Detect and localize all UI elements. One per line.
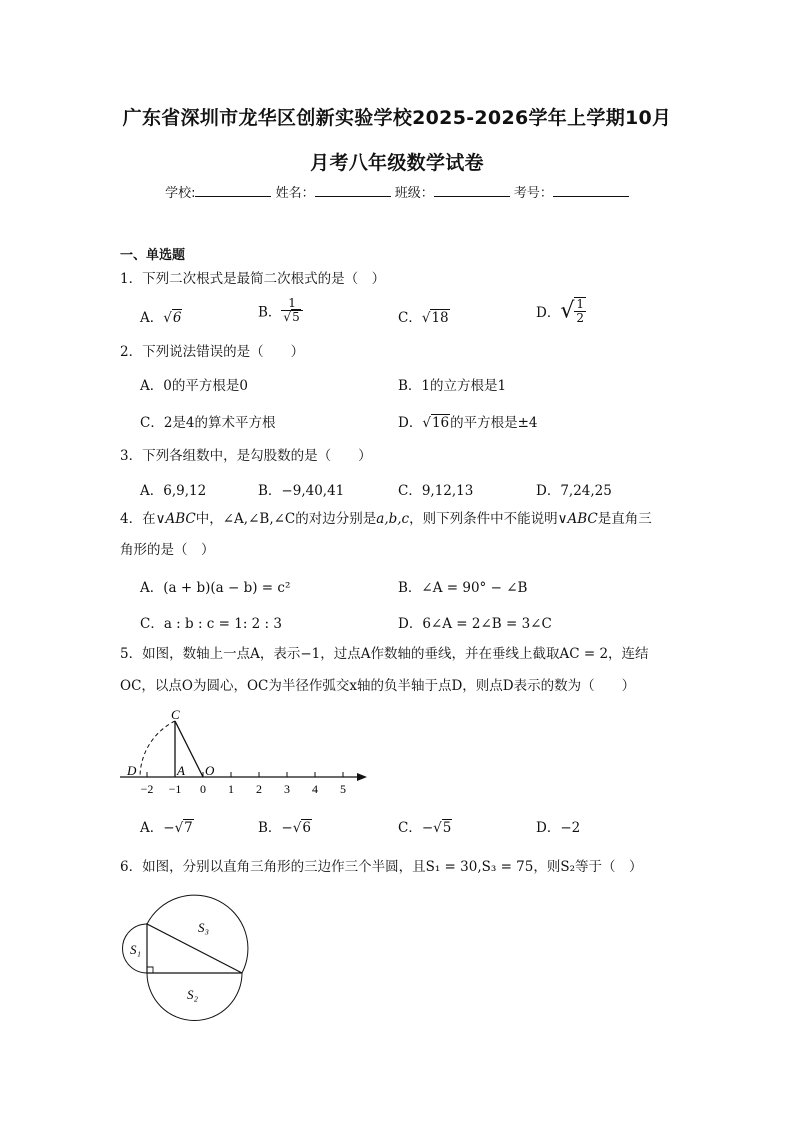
page-title-line2: 月考八年级数学试卷	[310, 152, 484, 174]
name-label: 姓名：	[275, 186, 315, 201]
label-c: C	[171, 707, 180, 722]
q2-option-d: D．√16的平方根是±4	[398, 415, 538, 431]
tick-label: 2	[256, 782, 262, 796]
q4-option-c: C．a : b : c = 1: 2 : 3	[140, 616, 282, 632]
q2-option-b: B．1的立方根是1	[398, 378, 507, 394]
q1-option-b: B． $\frac{1}{√5}$	[258, 297, 303, 324]
tick-label: −2	[140, 782, 154, 796]
page-title-line1: 广东省深圳市龙华区创新实验学校2025-2026学年上学期10月	[122, 107, 672, 129]
label-s1: S₁	[130, 942, 142, 957]
school-blank[interactable]	[195, 184, 271, 197]
q3-option-a: A．6,9,12	[140, 483, 207, 499]
tick-label: 1	[228, 782, 234, 796]
q5-option-b: B．−√6	[258, 820, 311, 836]
number-blank[interactable]	[553, 184, 629, 197]
q4-option-b: B．∠A = 90° − ∠B	[398, 580, 528, 596]
tick-label: 0	[200, 782, 206, 796]
tick-label: 4	[312, 782, 318, 796]
q3-option-d: D．7,24,25	[536, 483, 612, 499]
q4-stem-line2: 角形的是（ ）	[120, 542, 215, 558]
tick-label: −1	[168, 782, 182, 796]
name-blank[interactable]	[315, 184, 391, 197]
q1-stem: 1．下列二次根式是最简二次根式的是（ ）	[120, 271, 386, 287]
axis-arrow	[357, 773, 367, 781]
tick-label: 3	[284, 782, 290, 796]
section-heading: 一、单选题	[120, 248, 186, 263]
q2-option-c: C．2是4的算术平方根	[140, 415, 276, 431]
label-d: D	[127, 763, 137, 778]
q5-option-d: D．−2	[536, 820, 581, 836]
q5-option-a: A．−√7	[140, 820, 193, 836]
student-info-row	[0, 182, 794, 201]
q3-option-c: C．9,12,13	[398, 483, 474, 499]
right-triangle	[147, 924, 242, 973]
q5-number-line-figure	[115, 700, 375, 800]
q3-option-b: B．−9,40,41	[258, 483, 345, 499]
right-angle-mark	[147, 967, 153, 973]
q4-stem-line1: 4．在∨ABC中，∠A,∠B,∠C的对边分别是a,b,c，则下列条件中不能说明∨ABC是直角三	[120, 511, 652, 527]
q2-stem: 2．下列说法错误的是（ ）	[120, 344, 305, 360]
q4-option-d: D．6∠A = 2∠B = 3∠C	[398, 616, 552, 632]
class-label: 班级：	[394, 186, 434, 201]
q2-option-a: A．0的平方根是0	[140, 378, 248, 394]
dashed-arc	[140, 721, 175, 777]
class-blank[interactable]	[434, 184, 510, 197]
label-s2: S₂	[187, 987, 199, 1002]
q5-stem-line2: OC，以点O为圆心，OC为半径作弧交x轴的负半轴于点D，则点D表示的数为（ ）	[120, 678, 636, 694]
q4-option-a: A．(a + b)(a − b) = c²	[140, 580, 291, 596]
q6-stem: 6．如图，分别以直角三角形的三边作三个半圆，且S₁ = 30,S₃ = 75，则S₂等于（ ）	[120, 859, 643, 875]
school-label: 学校:	[165, 186, 196, 201]
label-a: A	[177, 763, 185, 778]
number-label: 考号：	[513, 186, 553, 201]
q1-option-d: D．√ $\frac{1}{2}$	[536, 297, 584, 325]
q1-option-a: A．√6	[140, 310, 182, 326]
q3-stem: 3．下列各组数中，是勾股数的是（ ）	[120, 448, 372, 464]
label-s3: S₃	[198, 920, 210, 935]
label-o: O	[205, 763, 215, 778]
tick-label: 5	[340, 782, 346, 796]
q6-semicircles-figure	[112, 890, 262, 1030]
q5-stem-line1: 5．如图，数轴上一点A，表示−1，过点A作数轴的垂线，并在垂线上截取AC = 2，连结	[120, 646, 649, 662]
q5-option-c: C．−√5	[398, 820, 452, 836]
q1-option-c: C．√18	[398, 310, 449, 326]
